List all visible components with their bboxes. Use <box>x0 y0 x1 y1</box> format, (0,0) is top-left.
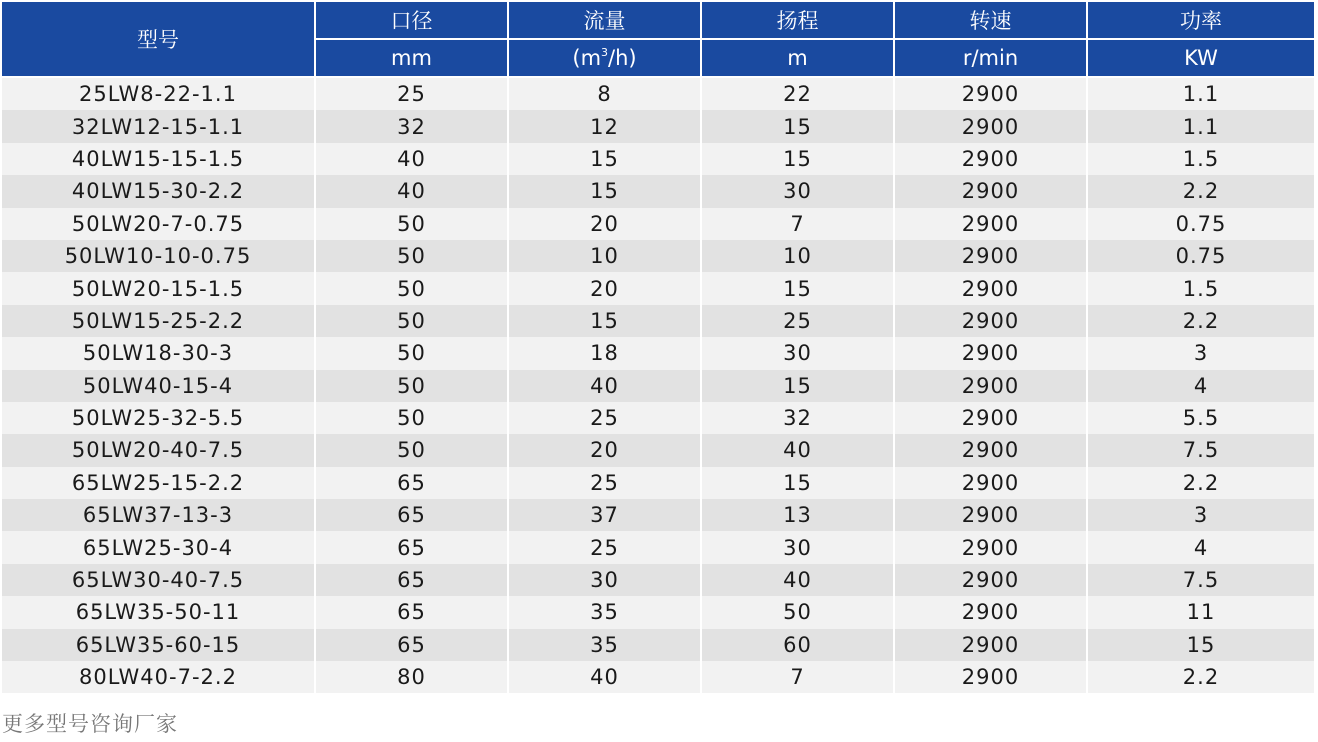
unit-flow <box>508 39 701 77</box>
cell-flow: 8 <box>508 77 701 110</box>
header-head: 扬程 <box>701 1 894 39</box>
cell-head: 40 <box>701 564 894 596</box>
cell-speed: 2900 <box>894 208 1087 240</box>
cell-power: 1.5 <box>1087 143 1315 175</box>
table-row <box>1 370 1315 402</box>
cell-diameter: 65 <box>315 467 508 499</box>
header-diameter: 口径 <box>315 1 508 39</box>
cell-diameter: 50 <box>315 434 508 466</box>
table-row <box>1 77 1315 110</box>
header-speed: 转速 <box>894 1 1087 39</box>
unit-diameter: mm <box>315 39 508 77</box>
cell-flow: 12 <box>508 110 701 142</box>
cell-model: 40LW15-30-2.2 <box>1 175 315 207</box>
cell-diameter: 50 <box>315 272 508 304</box>
cell-model: 65LW25-30-4 <box>1 531 315 563</box>
cell-power: 3 <box>1087 499 1315 531</box>
cell-head: 13 <box>701 499 894 531</box>
table-row <box>1 467 1315 499</box>
cell-power: 15 <box>1087 629 1315 661</box>
table-row <box>1 240 1315 272</box>
cell-model: 65LW30-40-7.5 <box>1 564 315 596</box>
cell-model: 65LW35-60-15 <box>1 629 315 661</box>
cell-diameter: 65 <box>315 596 508 628</box>
cell-head: 7 <box>701 208 894 240</box>
cell-diameter: 40 <box>315 143 508 175</box>
table-row <box>1 143 1315 175</box>
table-row <box>1 661 1315 693</box>
cell-speed: 2900 <box>894 564 1087 596</box>
cell-power: 2.2 <box>1087 305 1315 337</box>
cell-power: 11 <box>1087 596 1315 628</box>
cell-diameter: 50 <box>315 208 508 240</box>
cell-power: 7.5 <box>1087 564 1315 596</box>
table-row <box>1 499 1315 531</box>
unit-power: KW <box>1087 39 1315 77</box>
unit-head: m <box>701 39 894 77</box>
cell-diameter: 65 <box>315 564 508 596</box>
cell-head: 15 <box>701 143 894 175</box>
cell-speed: 2900 <box>894 531 1087 563</box>
cell-model: 65LW35-50-11 <box>1 596 315 628</box>
cell-head: 60 <box>701 629 894 661</box>
cell-flow: 40 <box>508 661 701 693</box>
cell-model: 50LW15-25-2.2 <box>1 305 315 337</box>
cell-diameter: 50 <box>315 370 508 402</box>
cell-diameter: 50 <box>315 240 508 272</box>
cell-diameter: 65 <box>315 499 508 531</box>
table-row <box>1 402 1315 434</box>
table-row <box>1 337 1315 369</box>
cell-power: 1.1 <box>1087 77 1315 110</box>
table-row <box>1 175 1315 207</box>
header-flow: 流量 <box>508 1 701 39</box>
cell-flow: 25 <box>508 531 701 563</box>
cell-diameter: 50 <box>315 305 508 337</box>
cell-head: 32 <box>701 402 894 434</box>
cell-diameter: 25 <box>315 77 508 110</box>
cell-model: 65LW37-13-3 <box>1 499 315 531</box>
cell-speed: 2900 <box>894 596 1087 628</box>
cell-model: 40LW15-15-1.5 <box>1 143 315 175</box>
cell-head: 30 <box>701 175 894 207</box>
cell-model: 50LW18-30-3 <box>1 337 315 369</box>
cell-flow: 25 <box>508 467 701 499</box>
table-row <box>1 110 1315 142</box>
cell-head: 25 <box>701 305 894 337</box>
cell-diameter: 40 <box>315 175 508 207</box>
cell-flow: 18 <box>508 337 701 369</box>
cell-head: 10 <box>701 240 894 272</box>
cell-diameter: 65 <box>315 629 508 661</box>
cell-power: 2.2 <box>1087 661 1315 693</box>
cell-model: 50LW20-40-7.5 <box>1 434 315 466</box>
cell-speed: 2900 <box>894 272 1087 304</box>
cell-model: 25LW8-22-1.1 <box>1 77 315 110</box>
cell-head: 30 <box>701 531 894 563</box>
cell-flow: 20 <box>508 434 701 466</box>
cell-model: 65LW25-15-2.2 <box>1 467 315 499</box>
cell-diameter: 50 <box>315 402 508 434</box>
cell-power: 7.5 <box>1087 434 1315 466</box>
cell-speed: 2900 <box>894 629 1087 661</box>
cell-speed: 2900 <box>894 77 1087 110</box>
cell-flow: 20 <box>508 272 701 304</box>
table-header <box>1 1 1315 77</box>
cell-model: 32LW12-15-1.1 <box>1 110 315 142</box>
cell-power: 0.75 <box>1087 240 1315 272</box>
cell-speed: 2900 <box>894 467 1087 499</box>
cell-diameter: 80 <box>315 661 508 693</box>
cell-speed: 2900 <box>894 370 1087 402</box>
cell-model: 50LW20-7-0.75 <box>1 208 315 240</box>
cell-head: 40 <box>701 434 894 466</box>
cell-model: 80LW40-7-2.2 <box>1 661 315 693</box>
cell-flow: 40 <box>508 370 701 402</box>
cell-speed: 2900 <box>894 175 1087 207</box>
cell-speed: 2900 <box>894 240 1087 272</box>
footer-note: 更多型号咨询厂家 <box>2 712 178 736</box>
cell-diameter: 32 <box>315 110 508 142</box>
cell-model: 50LW40-15-4 <box>1 370 315 402</box>
cell-power: 0.75 <box>1087 208 1315 240</box>
table-row <box>1 272 1315 304</box>
cell-speed: 2900 <box>894 143 1087 175</box>
cell-speed: 2900 <box>894 305 1087 337</box>
table-row <box>1 208 1315 240</box>
cell-diameter: 65 <box>315 531 508 563</box>
cell-model: 50LW25-32-5.5 <box>1 402 315 434</box>
table-row <box>1 564 1315 596</box>
table-row <box>1 531 1315 563</box>
cell-speed: 2900 <box>894 499 1087 531</box>
cell-flow: 35 <box>508 596 701 628</box>
cell-speed: 2900 <box>894 661 1087 693</box>
cell-head: 50 <box>701 596 894 628</box>
cell-flow: 10 <box>508 240 701 272</box>
cell-power: 4 <box>1087 370 1315 402</box>
cell-power: 4 <box>1087 531 1315 563</box>
cell-model: 50LW20-15-1.5 <box>1 272 315 304</box>
cell-diameter: 50 <box>315 337 508 369</box>
cell-power: 2.2 <box>1087 467 1315 499</box>
cell-power: 1.5 <box>1087 272 1315 304</box>
cell-flow: 25 <box>508 402 701 434</box>
cell-flow: 20 <box>508 208 701 240</box>
cell-flow: 30 <box>508 564 701 596</box>
cell-speed: 2900 <box>894 110 1087 142</box>
cell-power: 1.1 <box>1087 110 1315 142</box>
header-power: 功率 <box>1087 1 1315 39</box>
cell-head: 7 <box>701 661 894 693</box>
table-row <box>1 305 1315 337</box>
table-body <box>1 77 1315 693</box>
cell-head: 22 <box>701 77 894 110</box>
cell-model: 50LW10-10-0.75 <box>1 240 315 272</box>
cell-speed: 2900 <box>894 402 1087 434</box>
cell-head: 15 <box>701 272 894 304</box>
cell-speed: 2900 <box>894 337 1087 369</box>
cell-head: 15 <box>701 110 894 142</box>
table-row <box>1 629 1315 661</box>
cell-flow: 15 <box>508 305 701 337</box>
unit-flow-post: /h) <box>608 46 637 70</box>
unit-flow-pre: (m <box>572 46 602 70</box>
table-row <box>1 434 1315 466</box>
cell-head: 15 <box>701 370 894 402</box>
table-row <box>1 596 1315 628</box>
cell-head: 15 <box>701 467 894 499</box>
cell-power: 2.2 <box>1087 175 1315 207</box>
cell-speed: 2900 <box>894 434 1087 466</box>
cell-flow: 15 <box>508 143 701 175</box>
header-model: 型号 <box>1 1 315 77</box>
unit-speed: r/min <box>894 39 1087 77</box>
cell-flow: 37 <box>508 499 701 531</box>
cell-flow: 15 <box>508 175 701 207</box>
cell-head: 30 <box>701 337 894 369</box>
cell-power: 5.5 <box>1087 402 1315 434</box>
unit-flow-sup: 3 <box>601 46 609 59</box>
cell-flow: 35 <box>508 629 701 661</box>
cell-power: 3 <box>1087 337 1315 369</box>
